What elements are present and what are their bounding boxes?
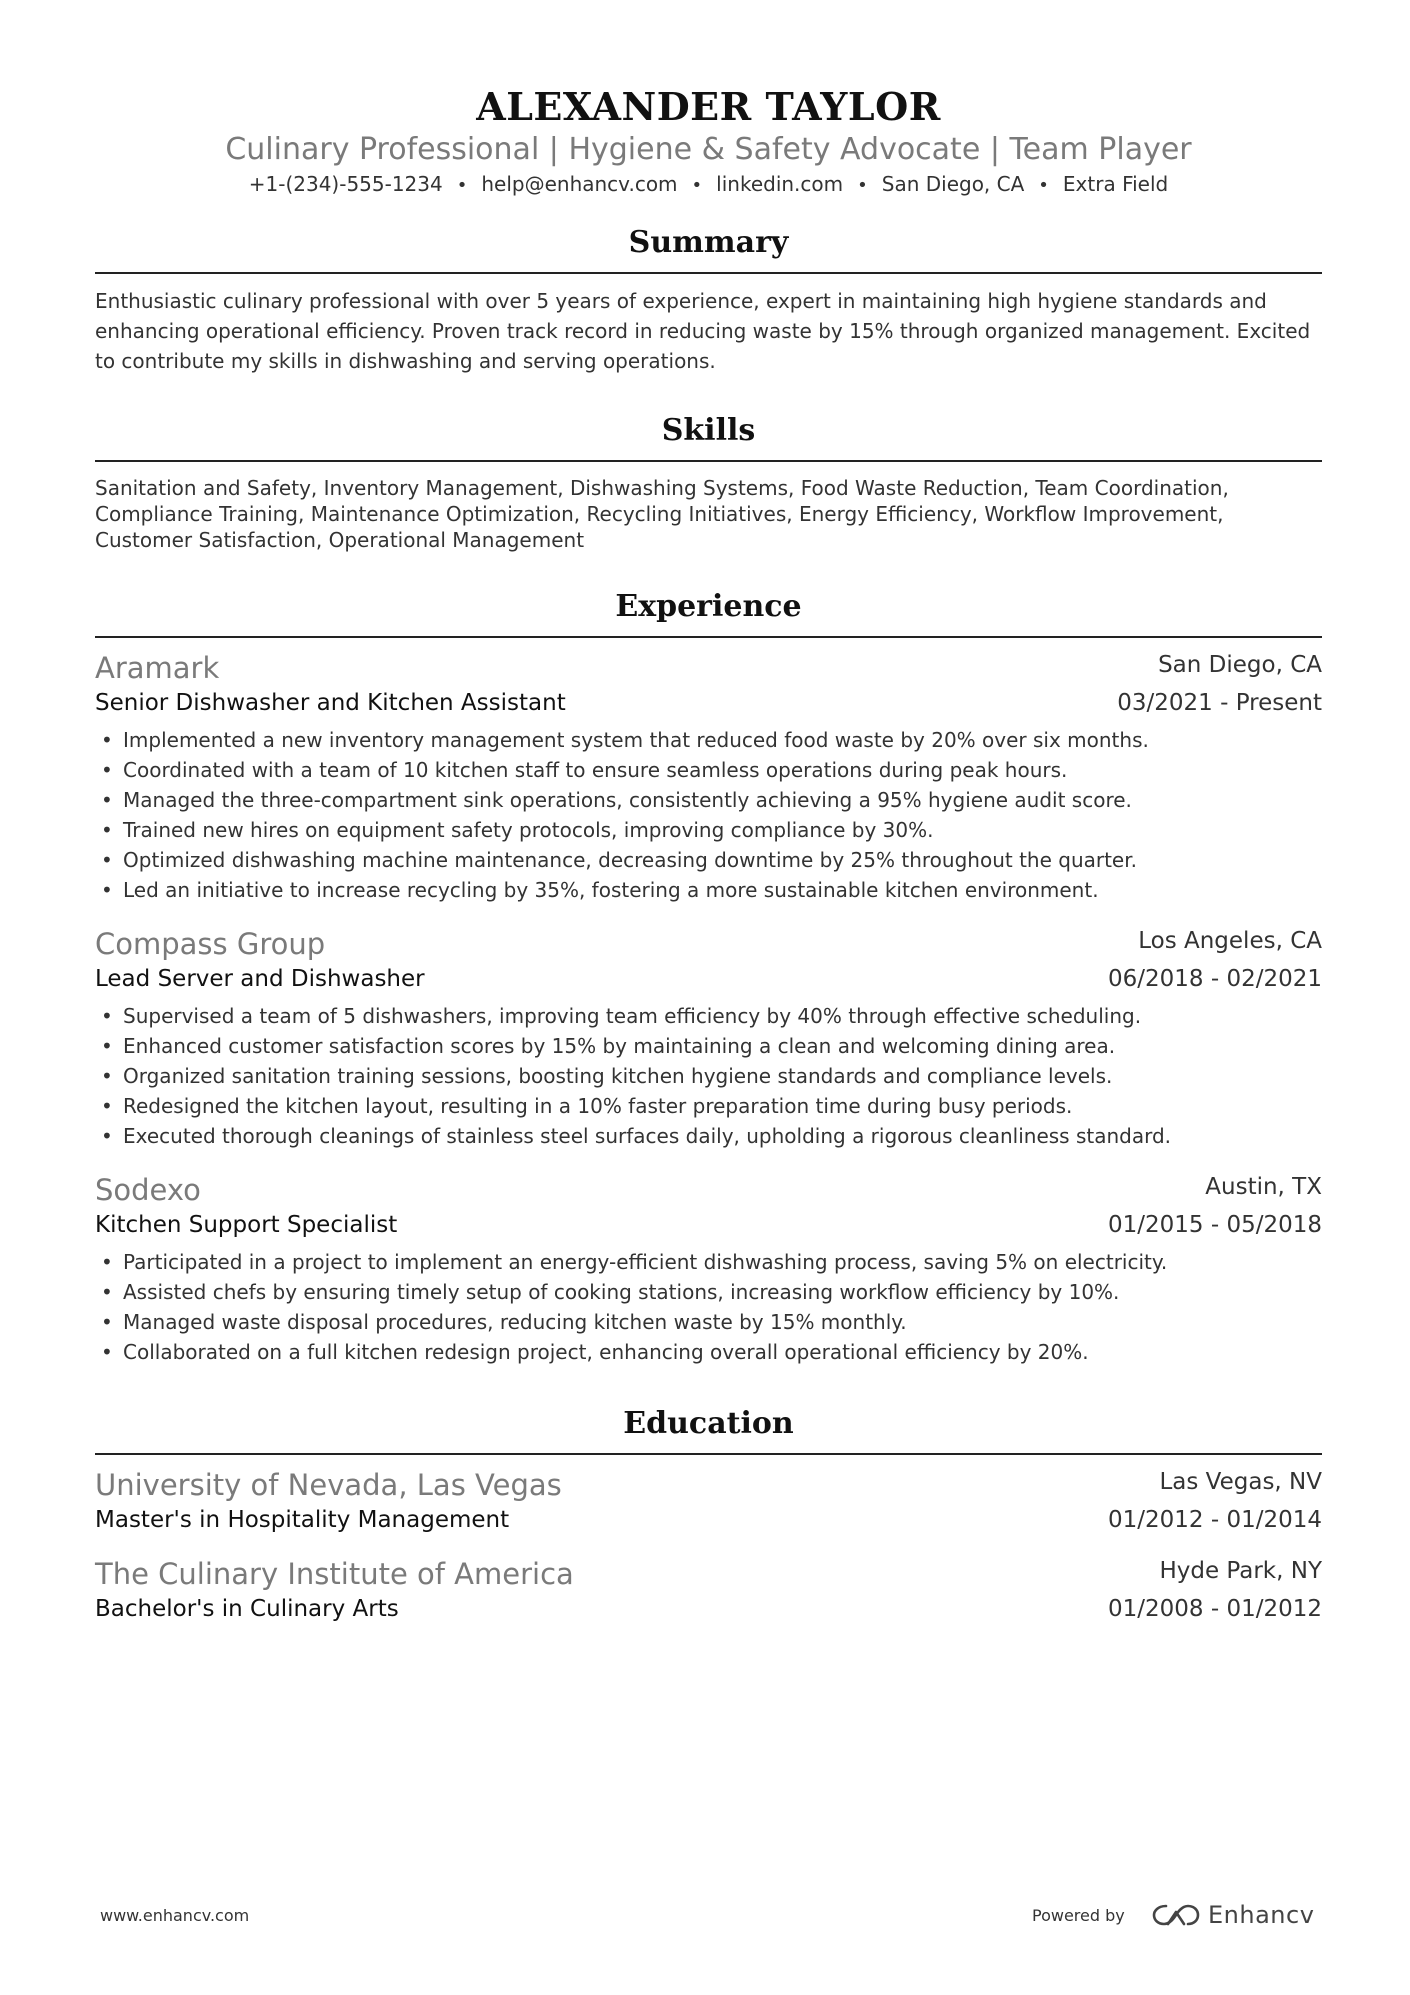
job-bullet-list (95, 725, 1322, 905)
job-location: Austin, TX (1205, 1174, 1322, 1200)
contact-linkedin[interactable]: linkedin.com (716, 172, 844, 196)
list-item: • Assisted chefs by ensuring timely setup of cooking stations, increasing workflow efficiency by 10%. (95, 1277, 1322, 1307)
list-item: • Participated in a project to implement an energy-efficient dishwashing process, saving 5% on electricity. (95, 1247, 1322, 1277)
education-school: University of Nevada, Las Vegas (95, 1468, 562, 1502)
list-item: • Trained new hires on equipment safety protocols, improving compliance by 30%. (95, 815, 1322, 845)
list-item: • Collaborated on a full kitchen redesign project, enhancing overall operational efficiency by 20%. (95, 1337, 1322, 1367)
education-degree: Master's in Hospitality Management (95, 1507, 510, 1533)
skills-text: Sanitation and Safety, Inventory Management, Dishwashing Systems, Food Waste Reduction, Team Coordination, Compliance Training, Maintenance Optimization, Recycling Initiatives, Energy Efficiency, Workflow Improvement, Customer Satisfaction, Operational Management (95, 476, 1229, 552)
list-item: • Redesigned the kitchen layout, resulting in a 10% faster preparation time during busy periods. (95, 1091, 1322, 1121)
list-item: • Supervised a team of 5 dishwashers, improving team efficiency by 40% through effective scheduling. (95, 1001, 1322, 1031)
job-header-row (95, 650, 1322, 684)
job-title: Lead Server and Dishwasher (95, 966, 425, 992)
job-header-row (95, 1172, 1322, 1206)
bullet-separator: • (1038, 175, 1049, 196)
list-item: • Enhanced customer satisfaction scores by 15% by maintaining a clean and welcoming dining area. (95, 1031, 1322, 1061)
job-bullet-list (95, 1001, 1322, 1151)
powered-by-label: Powered by (1032, 1906, 1125, 1925)
footer-branding (1032, 1898, 1315, 1932)
section-title-summary: Summary (628, 225, 789, 260)
section-title-skills: Skills (661, 413, 756, 448)
job-company: Sodexo (95, 1173, 201, 1207)
job-dates: 06/2018 - 02/2021 (1107, 966, 1322, 992)
list-item: • Led an initiative to increase recycling by 35%, fostering a more sustainable kitchen environment. (95, 875, 1322, 905)
education-header-row (95, 1556, 1322, 1590)
job-company: Aramark (95, 651, 220, 685)
education-degree-row (95, 1505, 1322, 1539)
contact-extra-field: Extra Field (1062, 172, 1169, 196)
job-title: Senior Dishwasher and Kitchen Assistant (95, 690, 566, 716)
education-degree: Bachelor's in Culinary Arts (95, 1596, 399, 1622)
education-school: The Culinary Institute of America (95, 1557, 574, 1591)
job-location: San Diego, CA (1158, 652, 1322, 678)
enhancv-logo-icon (1152, 1902, 1200, 1928)
list-item: • Organized sanitation training sessions, boosting kitchen hygiene standards and compliance levels. (95, 1061, 1322, 1091)
list-item: • Executed thorough cleanings of stainless steel surfaces daily, upholding a rigorous cleanliness standard. (95, 1121, 1322, 1151)
education-location: Las Vegas, NV (1159, 1469, 1322, 1495)
job-location: Los Angeles, CA (1138, 928, 1322, 954)
summary-text: Enthusiastic culinary professional with over 5 years of experience, expert in maintaining high hygiene standards and enhancing operational efficiency. Proven track record in reducing waste by 15% through organized management. Excited to contribute my skills in dishwashing and serving operations. (95, 289, 1311, 373)
list-item: • Implemented a new inventory management system that reduced food waste by 20% over six months. (95, 725, 1322, 755)
job-bullet-list (95, 1247, 1322, 1367)
job-title: Kitchen Support Specialist (95, 1212, 398, 1238)
candidate-tagline: Culinary Professional | Hygiene & Safety Advocate | Team Player (225, 132, 1192, 167)
list-item: • Managed waste disposal procedures, reducing kitchen waste by 15% monthly. (95, 1307, 1322, 1337)
job-dates: 03/2021 - Present (1117, 690, 1322, 716)
bullet-separator: • (456, 175, 468, 196)
section-divider (95, 272, 1322, 274)
list-item: • Coordinated with a team of 10 kitchen staff to ensure seamless operations during peak hours. (95, 755, 1322, 785)
enhancv-brand-name: Enhancv (1208, 1901, 1315, 1929)
candidate-name: ALEXANDER TAYLOR (476, 84, 941, 129)
job-role-row (95, 964, 1322, 998)
contact-location: San Diego, CA (881, 172, 1025, 196)
footer-website-link[interactable]: www.enhancv.com (100, 1906, 250, 1925)
education-location: Hyde Park, NY (1159, 1558, 1322, 1584)
education-dates: 01/2012 - 01/2014 (1107, 1507, 1322, 1533)
job-dates: 01/2015 - 05/2018 (1107, 1212, 1322, 1238)
section-divider (95, 1453, 1322, 1455)
contact-phone: +1-(234)-555-1234 (248, 172, 443, 196)
job-company: Compass Group (95, 927, 326, 961)
bullet-separator: • (691, 175, 703, 196)
section-divider (95, 636, 1322, 638)
job-header-row (95, 926, 1322, 960)
section-divider (95, 460, 1322, 462)
job-role-row (95, 1210, 1322, 1244)
education-dates: 01/2008 - 01/2012 (1107, 1596, 1322, 1622)
bullet-separator: • (857, 175, 868, 196)
contact-email[interactable]: help@enhancv.com (481, 172, 678, 196)
education-header-row (95, 1467, 1322, 1501)
list-item: • Optimized dishwashing machine maintenance, decreasing downtime by 25% throughout the quarter. (95, 845, 1322, 875)
list-item: • Managed the three-compartment sink operations, consistently achieving a 95% hygiene audit score. (95, 785, 1322, 815)
job-role-row (95, 688, 1322, 722)
contact-line (95, 170, 1322, 200)
section-title-education: Education (623, 1406, 794, 1441)
education-degree-row (95, 1594, 1322, 1628)
section-title-experience: Experience (615, 589, 802, 624)
